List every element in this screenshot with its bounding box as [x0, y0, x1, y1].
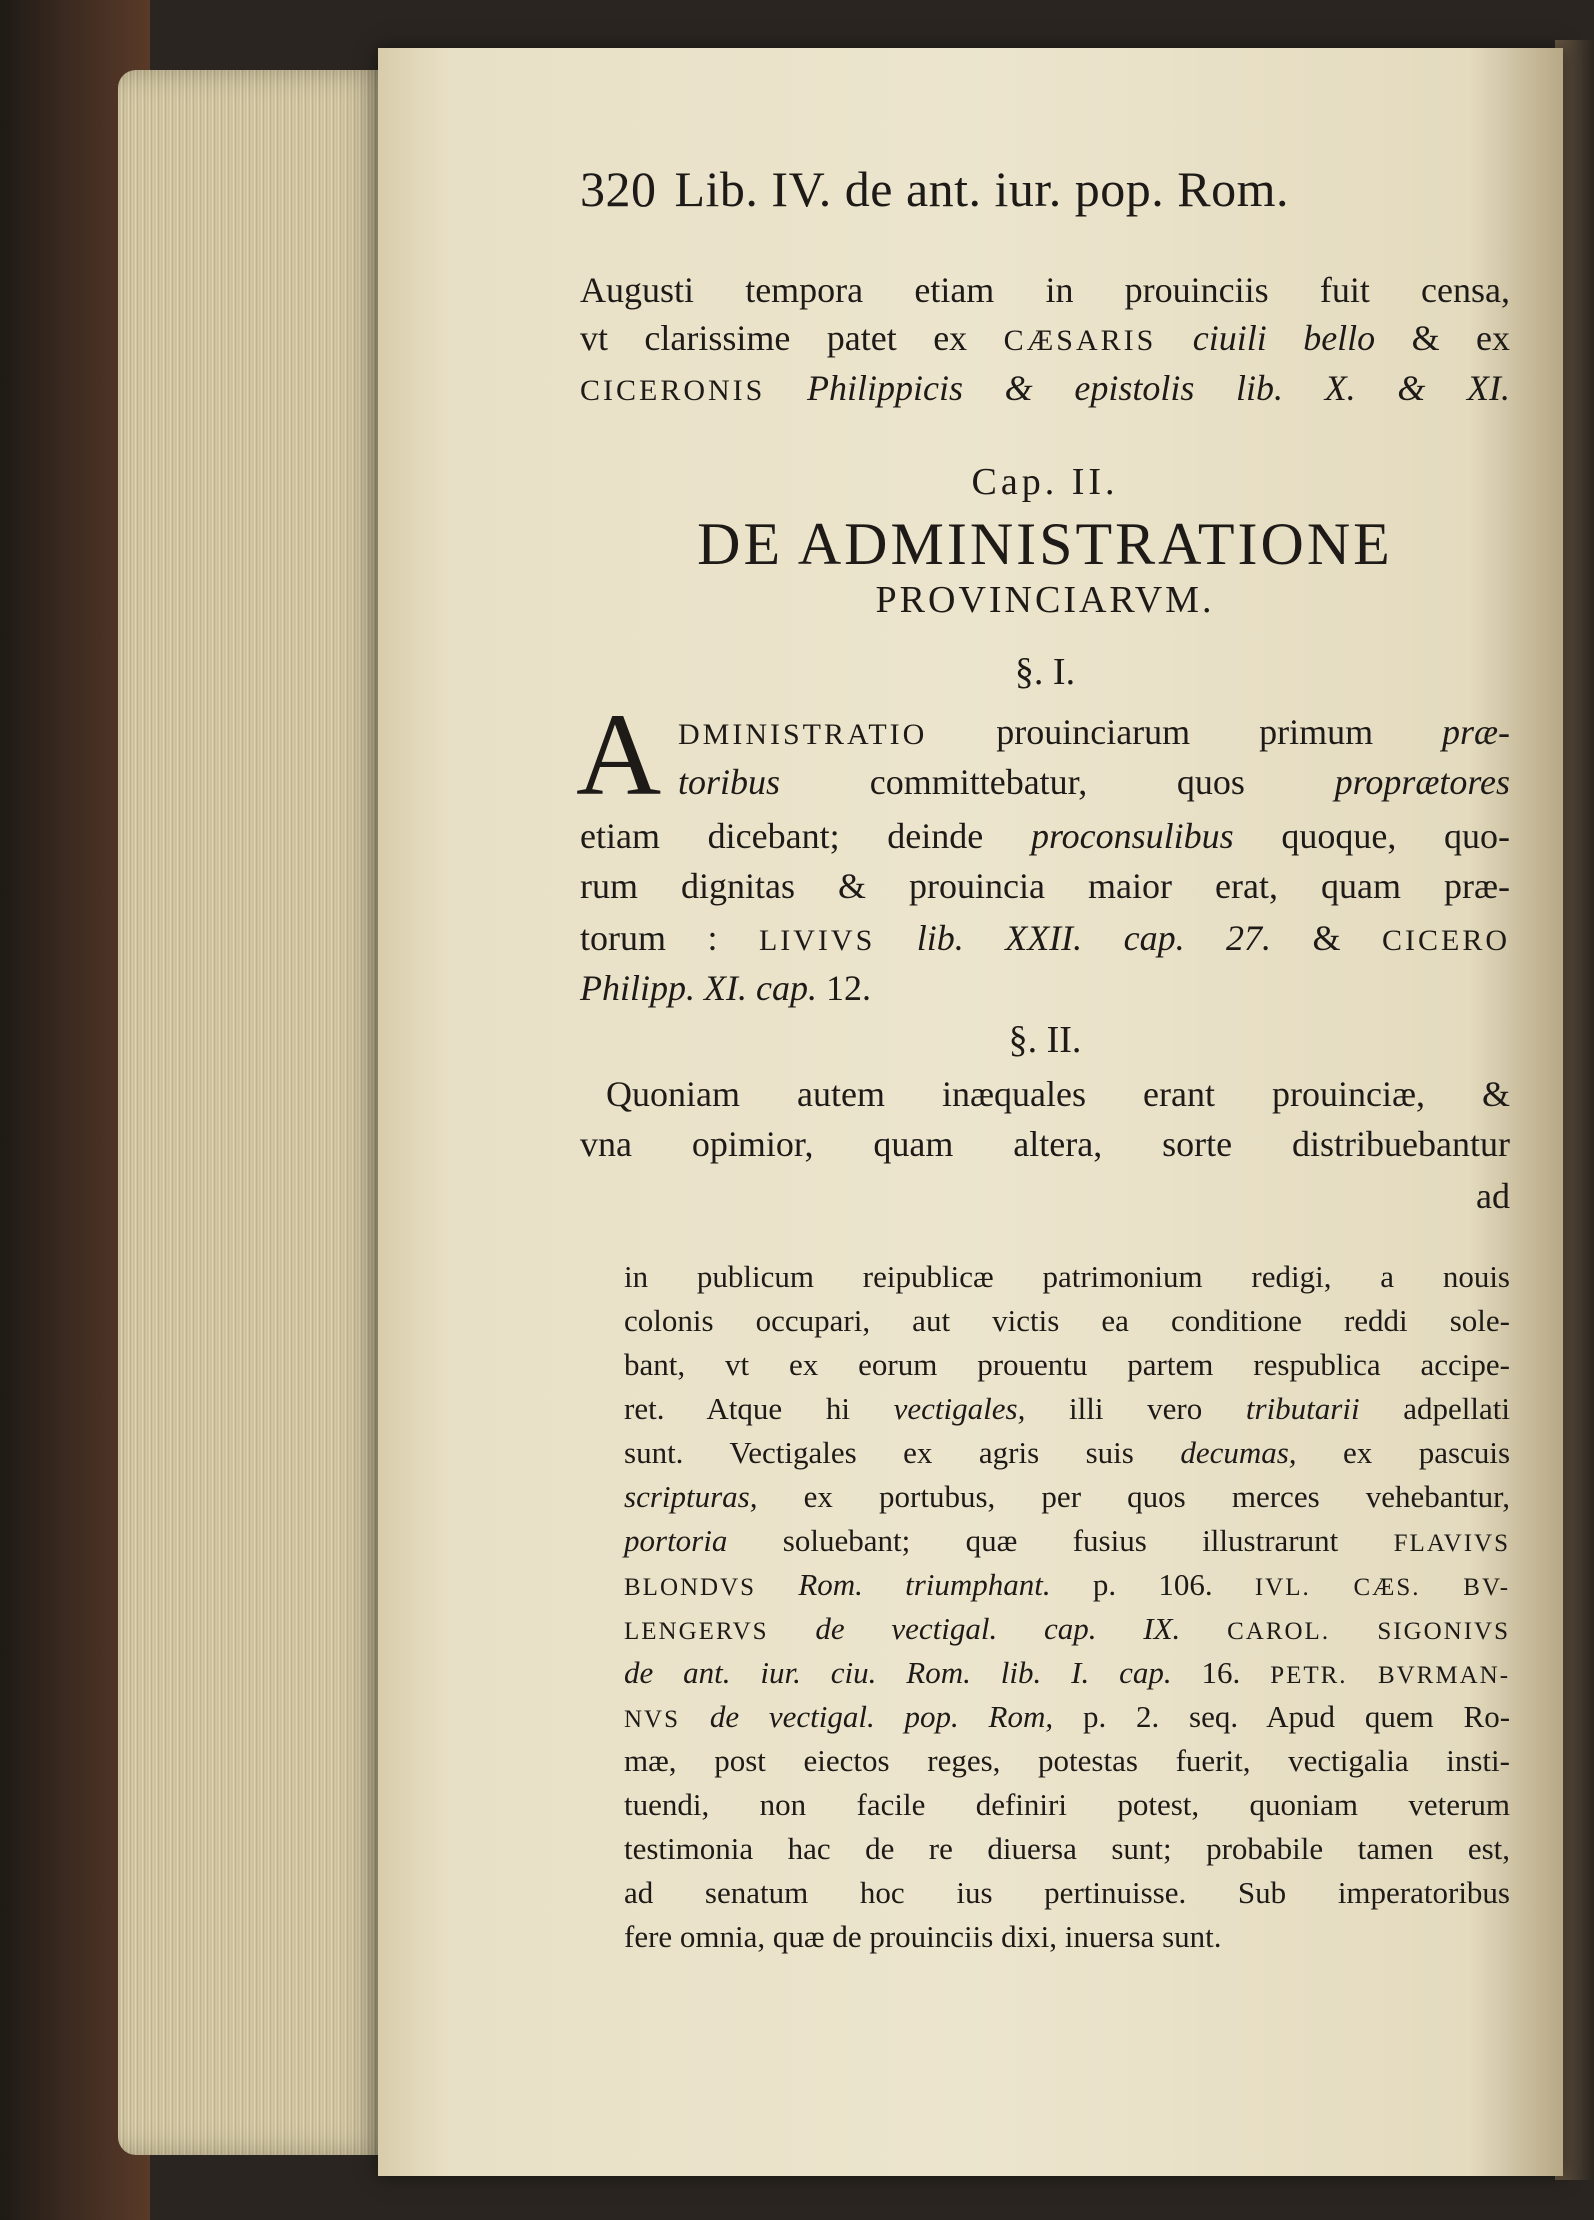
catchword: ad — [1476, 1176, 1510, 1216]
note-line-3: bant, vt ex eorum prouentu partem respublica accipe- — [624, 1347, 1510, 1382]
running-head — [580, 160, 1510, 218]
s1-line-6: Philipp. XI. cap. 12. — [580, 968, 871, 1008]
s1-line-1: DMINISTRATIO prouinciarum primum præ- — [678, 712, 1510, 752]
s2-line-1: Quoniam autem inæquales erant prouinciæ, & — [606, 1074, 1510, 1114]
intro-line-3: CICERONIS Philippicis & epistolis lib. X. & XI. — [580, 368, 1510, 408]
chapter-label: Cap. II. — [971, 461, 1119, 503]
page-number: 320 — [580, 161, 657, 217]
note-line-16: fere omnia, quæ de prouinciis dixi, inuersa sunt. — [624, 1919, 1222, 1954]
s1-line-3: etiam dicebant; deinde proconsulibus quoque, quo- — [580, 816, 1511, 856]
note-line-1: in publicum reipublicæ patrimonium redigi, a nouis — [624, 1259, 1510, 1294]
intro-line-1: Augusti tempora etiam in prouinciis fuit censa, — [580, 270, 1510, 310]
note-line-9: LENGERVS de vectigal. cap. IX. CAROL. SIGONIVS — [624, 1611, 1511, 1646]
note-line-6: scripturas, ex portubus, per quos merces vehebantur, — [624, 1479, 1510, 1514]
note-line-15: ad senatum hoc ius pertinuisse. Sub imperatoribus — [624, 1875, 1510, 1910]
note-line-2: colonis occupari, aut victis ea conditione reddi sole- — [624, 1303, 1510, 1338]
note-line-5: sunt. Vectigales ex agris suis decumas, ex pascuis — [624, 1435, 1511, 1470]
note-line-12: mæ, post eiectos reges, potestas fuerit, vectigalia insti- — [624, 1743, 1510, 1778]
note-line-10: de ant. iur. ciu. Rom. lib. I. cap. 16. PETR. BVRMAN- — [624, 1655, 1511, 1690]
section-2-mark: §. II. — [1008, 1019, 1082, 1061]
note-line-11: NVS de vectigal. pop. Rom, p. 2. seq. Apud quem Ro- — [624, 1699, 1511, 1734]
drop-cap: A — [576, 689, 662, 820]
chapter-subtitle: PROVINCIARVM. — [875, 579, 1215, 621]
note-line-8: BLONDVS Rom. triumphant. p. 106. IVL. CÆS. BV- — [624, 1567, 1511, 1602]
s1-line-2: toribus committebatur, quos proprætores — [678, 762, 1510, 802]
s2-line-2: vna opimior, quam altera, sorte distribuebantur — [580, 1124, 1510, 1164]
s1-line-5: torum : LIVIVS lib. XXII. cap. 27. & CICERO — [580, 918, 1511, 958]
page-edges — [118, 70, 388, 2155]
note-line-14: testimonia hac de re diuersa sunt; probabile tamen est, — [624, 1831, 1510, 1866]
intro-line-2: vt clarissime patet ex CÆSARIS ciuili bello & ex — [580, 318, 1511, 358]
section-1-mark: §. I. — [1014, 651, 1076, 693]
chapter-title: DE ADMINISTRATIONE — [697, 511, 1393, 577]
running-title: Lib. IV. de ant. iur. pop. Rom. — [674, 161, 1290, 217]
note-line-13: tuendi, non facile definiri potest, quoniam veterum — [624, 1787, 1510, 1822]
note-line-7: portoria soluebant; quæ fusius illustrarunt FLAVIVS — [624, 1523, 1510, 1558]
note-line-4: ret. Atque hi vectigales, illi vero tributarii adpellati — [624, 1391, 1510, 1426]
s1-line-4: rum dignitas & prouincia maior erat, quam præ- — [580, 866, 1510, 906]
